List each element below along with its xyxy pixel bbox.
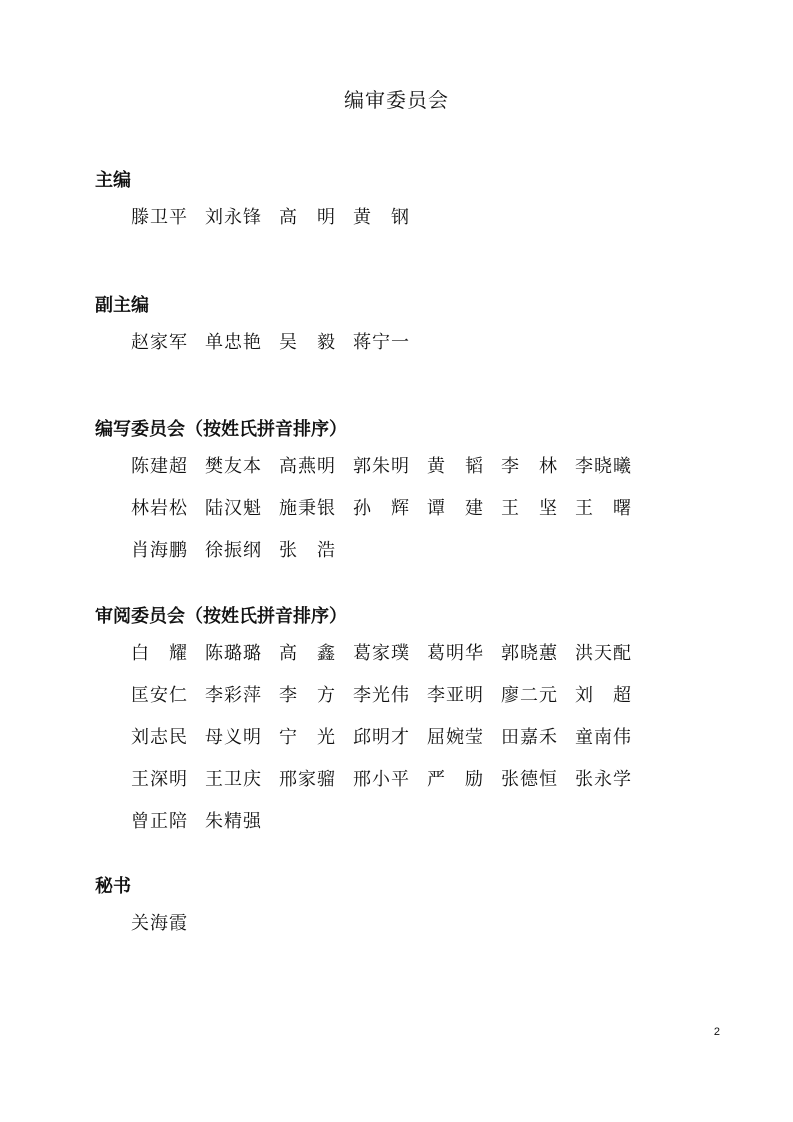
member-name: 陈建超	[131, 456, 187, 477]
name-list	[131, 332, 715, 354]
member-name: 黄 钢	[353, 207, 409, 228]
member-name: 高燕明	[279, 456, 335, 477]
section-heading: 秘书	[95, 876, 131, 897]
member-name: 单忠艳	[205, 332, 261, 353]
section-writing-committee	[95, 419, 715, 562]
member-name: 林岩松	[131, 498, 187, 519]
member-name: 王卫庆	[205, 769, 261, 790]
member-name: 张德恒	[501, 769, 557, 790]
member-name: 严 励	[427, 769, 483, 790]
section-heading: 副主编	[95, 295, 149, 316]
member-name: 黄 韬	[427, 456, 483, 477]
member-name: 田嘉禾	[501, 727, 557, 748]
member-name: 谭 建	[427, 498, 483, 519]
name-list	[131, 643, 715, 833]
member-name: 匡安仁	[131, 685, 187, 706]
member-name: 李晓曦	[575, 456, 631, 477]
member-name: 郭朱明	[353, 456, 409, 477]
member-name: 邱明才	[353, 727, 409, 748]
member-name: 孙 辉	[353, 498, 409, 519]
member-name: 高 明	[279, 207, 335, 228]
section-heading: 审阅委员会（按姓氏拼音排序）	[95, 606, 347, 627]
member-name: 宁 光	[279, 727, 335, 748]
member-name: 廖二元	[501, 685, 557, 706]
member-name: 王深明	[131, 769, 187, 790]
member-name: 葛明华	[427, 643, 483, 664]
member-name: 蒋宁一	[353, 332, 409, 353]
member-name: 李 林	[501, 456, 557, 477]
member-name: 徐振纲	[205, 540, 261, 561]
member-name: 刘志民	[131, 727, 187, 748]
member-name: 母义明	[205, 727, 261, 748]
member-name: 郭晓蕙	[501, 643, 557, 664]
member-name: 曾正陪	[131, 811, 187, 832]
member-name: 陆汉魁	[205, 498, 261, 519]
name-list	[131, 456, 715, 562]
member-name: 王 坚	[501, 498, 557, 519]
section-heading: 主编	[95, 170, 131, 191]
member-name: 葛家璞	[353, 643, 409, 664]
page-title: 编审委员会	[344, 88, 449, 112]
member-name: 童南伟	[575, 727, 631, 748]
member-name: 洪天配	[575, 643, 631, 664]
member-name: 王 曙	[575, 498, 631, 519]
member-name: 李彩萍	[205, 685, 261, 706]
section-review-committee	[95, 606, 715, 833]
member-name: 刘永锋	[205, 207, 261, 228]
member-name: 朱精强	[205, 811, 261, 832]
section-deputy-editor	[95, 295, 715, 354]
member-name: 陈璐璐	[205, 643, 261, 664]
member-name: 刘 超	[575, 685, 631, 706]
member-name: 高 鑫	[279, 643, 335, 664]
member-name: 白 耀	[131, 643, 187, 664]
member-name: 吴 毅	[279, 332, 335, 353]
member-name: 张永学	[575, 769, 631, 790]
member-name: 施秉银	[279, 498, 335, 519]
member-name: 屈婉莹	[427, 727, 483, 748]
member-name: 邢小平	[353, 769, 409, 790]
member-name: 李 方	[279, 685, 335, 706]
member-name: 关海霞	[131, 913, 187, 934]
member-name: 邢家骝	[279, 769, 335, 790]
section-chief-editor	[95, 170, 715, 229]
member-name: 李光伟	[353, 685, 409, 706]
member-name: 李亚明	[427, 685, 483, 706]
member-name: 滕卫平	[131, 207, 187, 228]
name-list	[131, 207, 715, 229]
member-name: 张 浩	[279, 540, 335, 561]
page-number: 2	[713, 1026, 720, 1038]
section-heading: 编写委员会（按姓氏拼音排序）	[95, 419, 347, 440]
section-secretary	[95, 876, 715, 935]
name-list	[131, 913, 715, 935]
member-name: 樊友本	[205, 456, 261, 477]
member-name: 赵家军	[131, 332, 187, 353]
member-name: 肖海鹏	[131, 540, 187, 561]
